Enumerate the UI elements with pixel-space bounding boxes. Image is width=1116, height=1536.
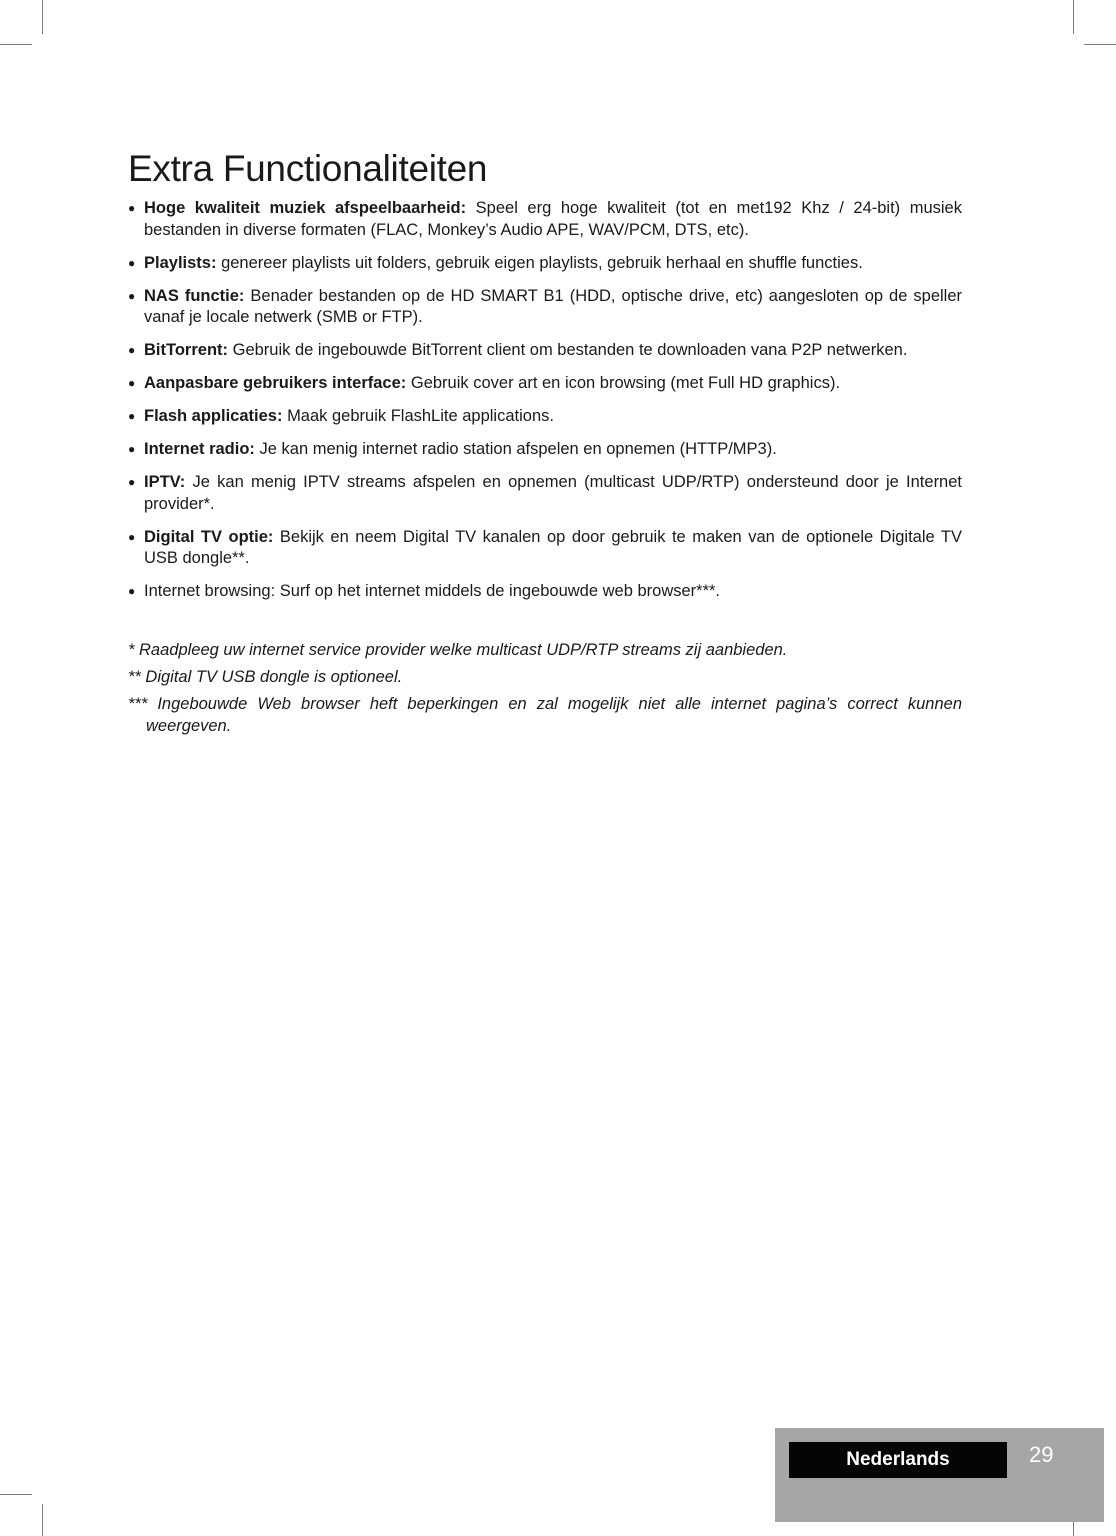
feature-text: genereer playlists uit folders, gebruik eigen playlists, gebruik herhaal en shuffle functies. [221,253,863,272]
feature-text: Je kan menig IPTV streams afspelen en opnemen (multicast UDP/RTP) ondersteund door je Internet provider*. [144,473,962,513]
bullet-icon: ● [128,376,136,390]
feature-text: Gebruik cover art en icon browsing (met Full HD graphics). [410,374,841,392]
feature-item [128,286,962,329]
bullet-icon: ● [128,201,136,215]
feature-text: Benader bestanden op de HD SMART B1 (HDD, optische drive, etc) aangesloten op de speller vanaf je locale netwerk (SMB or FTP). [144,286,963,326]
feature-item [128,406,962,428]
crop-mark [0,1494,32,1495]
bullet-icon: ● [128,343,136,357]
feature-text: Gebruik de ingebouwde BitTorrent client om bestanden te downloaden vana P2P netwerken. [232,341,908,359]
bullet-icon: ● [128,475,136,489]
bullet-icon: ● [128,529,136,544]
feature-text: Maak gebruik FlashLite applications. [287,407,554,425]
crop-mark [42,0,43,34]
feature-term: Digital TV optie: [144,527,274,546]
footnote: * Raadpleeg uw internet service provider welke multicast UDP/RTP streams zij aanbieden. [128,641,788,659]
page-footer [775,1428,1104,1522]
footnote: *** Ingebouwde Web browser heft beperkingen en zal mogelijk niet alle internet pagina’s correct kunnen weergeven. [128,695,962,735]
footnote: ** Digital TV USB dongle is optioneel. [128,668,403,686]
feature-term: Playlists: [144,253,217,272]
feature-list [128,198,962,614]
crop-mark [1073,0,1074,34]
feature-text: Bekijk en neem Digital TV kanalen op door gebruik te maken van de optionele Digitale TV USB dongle**. [144,527,962,567]
feature-term: NAS functie: [144,286,245,305]
bullet-icon: ● [128,288,136,303]
feature-term: BitTorrent: [144,341,229,359]
feature-item [128,373,962,395]
feature-item [128,472,962,515]
feature-term: Aanpasbare gebruikers interface: [144,374,407,392]
bullet-icon: ● [128,409,136,423]
feature-term: Flash applicaties: [144,407,283,425]
feature-item [128,198,962,241]
feature-item [128,340,962,362]
feature-term: IPTV: [144,473,186,491]
crop-mark [1084,44,1116,45]
footnotes [128,640,962,743]
bullet-icon: ● [128,584,136,598]
feature-text: Internet browsing: Surf op het internet middels de ingebouwde web browser***. [144,582,721,600]
language-label: Nederlands [789,1442,1007,1478]
feature-text: Speel erg hoge kwaliteit (tot en met192 Khz / 24-bit) musiek bestanden in diverse formaten (FLAC, Monkey’s Audio APE, WAV/PCM, DTS, etc). [144,199,962,239]
bullet-icon: ● [128,442,136,456]
feature-item [128,581,962,603]
crop-mark [0,44,32,45]
feature-item [128,527,962,570]
crop-mark [42,1504,43,1536]
feature-term: Internet radio: [144,440,255,458]
feature-item [128,439,962,461]
feature-term: Hoge kwaliteit muziek afspeelbaarheid: [144,199,467,217]
page-number: 29 [1029,1442,1054,1467]
bullet-icon: ● [128,255,136,270]
page-title: Extra Functionaliteiten [128,148,488,189]
feature-item [128,253,962,275]
feature-text: Je kan menig internet radio station afspelen en opnemen (HTTP/MP3). [259,440,777,458]
